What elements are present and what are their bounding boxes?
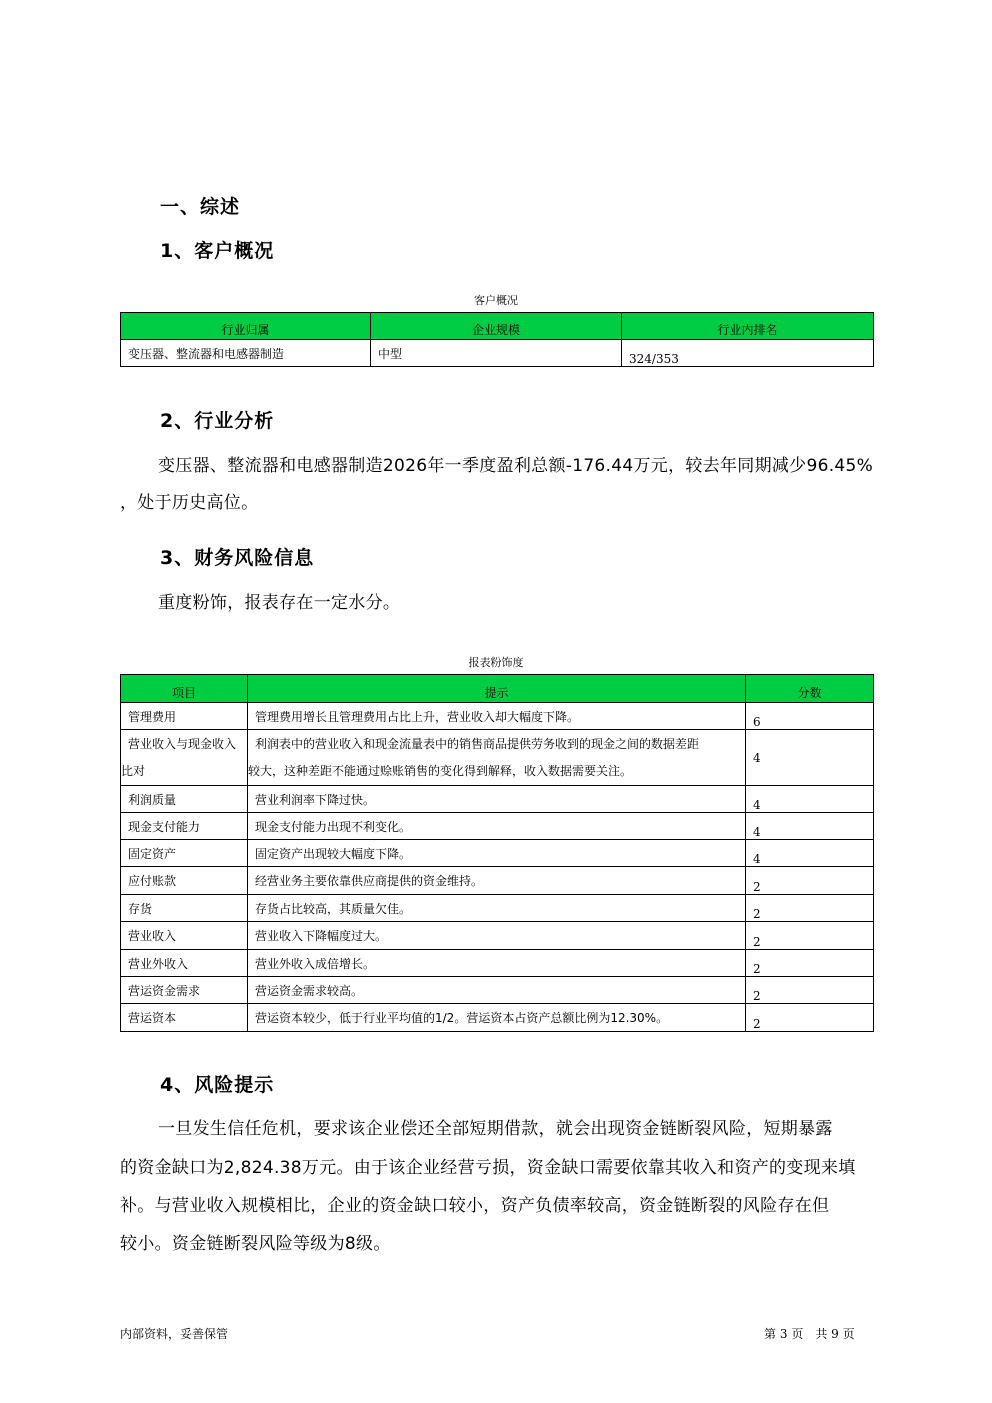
- risk-text-line4: 较小。资金链断裂风险等级为8级。: [120, 1234, 391, 1254]
- score-cell: 2: [746, 922, 874, 950]
- risk-text-line1: 一旦发生信任危机，要求该企业偿还全部短期借款，就会出现资金链断裂风险，短期暴露: [158, 1119, 833, 1139]
- scale-value: 中型: [378, 346, 403, 361]
- item-cell: 应付账款: [128, 874, 177, 888]
- score-cell: 2: [746, 950, 874, 977]
- score-cell: 4: [746, 813, 874, 840]
- table-row: [121, 922, 874, 950]
- current-page: 3: [779, 1327, 788, 1341]
- hint-cell-line1: 利润表中的营业收入和现金流量表中的销售商品提供劳务收到的现金之间的数据差距: [255, 736, 700, 751]
- risk-text-line2: 的资金缺口为2,824.38万元。由于该企业经营亏损，资金缺口需要依靠其收入和资产的变现来填: [120, 1158, 856, 1178]
- hint-cell: 营业外收入成倍增长。: [255, 956, 376, 971]
- table-row: [121, 840, 874, 867]
- table-row: [121, 895, 874, 922]
- section-heading-overview: 一、综述: [160, 196, 241, 218]
- hint-cell: 经营业务主要依靠供应商提供的资金维持。: [255, 874, 484, 888]
- table-row: [121, 703, 874, 730]
- table-row: [121, 977, 874, 1004]
- customer-table: [120, 312, 874, 367]
- embellish-table-caption: 报表粉饰度: [468, 656, 524, 669]
- table-row: [121, 730, 874, 786]
- table-row: [121, 786, 874, 813]
- item-cell: 存货: [128, 901, 153, 916]
- item-cell: 利润质量: [128, 792, 177, 807]
- table-row: [121, 867, 874, 895]
- score-cell: 4: [746, 840, 874, 867]
- col-header-scale: 企业规模: [371, 313, 622, 340]
- item-cell: 营运资本: [128, 1011, 177, 1025]
- customer-table-caption: 客户概况: [474, 294, 518, 307]
- item-cell: 现金支付能力: [128, 819, 201, 834]
- table-row: [121, 340, 874, 367]
- section-heading-customer: 1、客户概况: [160, 240, 275, 262]
- page-prefix: 第: [764, 1327, 777, 1341]
- score-cell: 4: [746, 730, 874, 786]
- page-mid: 页 共: [791, 1327, 828, 1341]
- score-cell: 2: [746, 867, 874, 895]
- score-cell: 2: [746, 895, 874, 922]
- item-cell-line1: 营业收入与现金收入: [128, 736, 237, 751]
- industry-text-line1: 变压器、整流器和电感器制造2026年一季度盈利总额-176.44万元，较去年同期减少96.45%: [158, 456, 874, 476]
- table-row: [121, 950, 874, 977]
- footer-page-number: [764, 1325, 855, 1342]
- table-row: [121, 813, 874, 840]
- score-cell: 6: [746, 703, 874, 730]
- col-header-rank: 行业内排名: [622, 313, 874, 340]
- hint-cell: 营业收入下降幅度过大。: [255, 929, 388, 943]
- industry-text-line2: ，处于历史高位。: [120, 493, 259, 513]
- hint-cell: 营业利润率下降过快。: [255, 792, 376, 807]
- industry-value: 变压器、整流器和电感器制造: [128, 346, 285, 361]
- item-cell: 营运资金需求: [128, 983, 201, 998]
- item-cell: 营业收入: [128, 929, 177, 943]
- hint-cell: 营运资本较少，低于行业平均值的1/2。营运资本占资产总额比例为12.30%。: [255, 1011, 669, 1025]
- score-cell: 2: [746, 977, 874, 1004]
- col-header-score: 分数: [746, 675, 874, 703]
- score-cell: 4: [746, 786, 874, 813]
- rank-value: 324/353: [622, 340, 874, 367]
- hint-cell: 现金支付能力出现不利变化。: [255, 819, 412, 834]
- hint-cell: 营运资金需求较高。: [255, 983, 364, 998]
- col-header-industry: 行业归属: [121, 313, 371, 340]
- footer-confidential: 内部资料，妥善保管: [120, 1327, 229, 1341]
- risk-text-line3: 补。与营业收入规模相比，企业的资金缺口较小，资产负债率较高，资金链断裂的风险存在但: [120, 1196, 830, 1216]
- section-heading-industry: 2、行业分析: [160, 410, 275, 432]
- hint-cell: 存货占比较高，其质量欠佳。: [255, 901, 412, 916]
- item-cell: 固定资产: [128, 846, 177, 861]
- total-pages: 9: [831, 1327, 839, 1341]
- hint-cell-line2: 较大，这种差距不能通过赊账销售的变化得到解释，收入数据需要关注。: [248, 763, 633, 778]
- item-cell-line2: 比对: [121, 763, 146, 778]
- score-cell: 2: [746, 1004, 874, 1032]
- section-heading-risk: 4、风险提示: [160, 1074, 275, 1096]
- table-row: [121, 1004, 874, 1032]
- col-header-item: 项目: [121, 675, 248, 703]
- page-suffix: 页: [842, 1327, 855, 1341]
- item-cell: 营业外收入: [128, 956, 189, 971]
- hint-cell: 固定资产出现较大幅度下降。: [255, 846, 412, 861]
- embellish-table: [120, 674, 874, 1032]
- item-cell: 管理费用: [128, 709, 177, 724]
- col-header-hint: 提示: [248, 675, 746, 703]
- section-heading-finance: 3、财务风险信息: [160, 547, 315, 569]
- hint-cell: 管理费用增长且管理费用占比上升，营业收入却大幅度下降。: [255, 709, 580, 724]
- finance-text: 重度粉饰，报表存在一定水分。: [158, 593, 401, 613]
